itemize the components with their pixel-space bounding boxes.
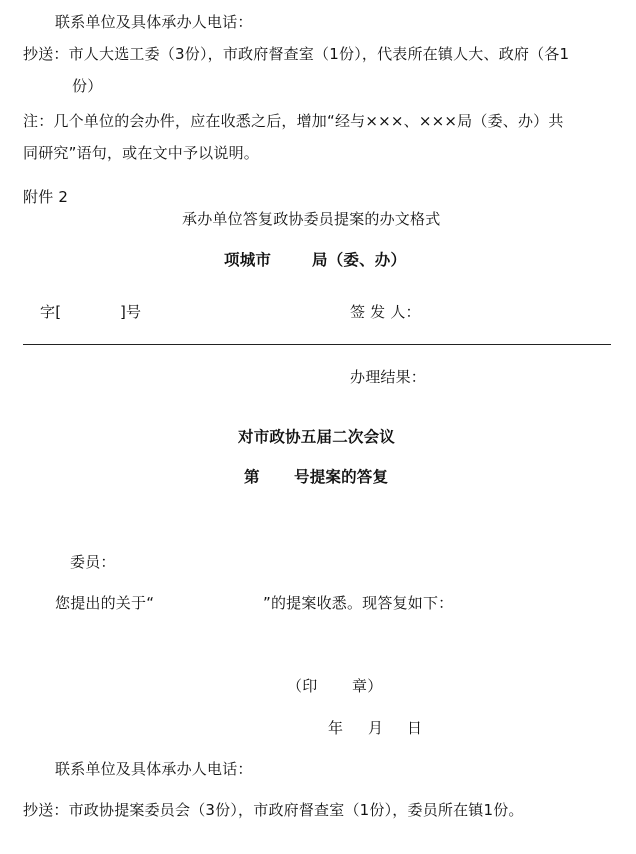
signer-label: 签 发 人： xyxy=(350,303,421,321)
date-year: 年 xyxy=(328,719,344,737)
reply-title-number-prefix: 第 xyxy=(244,468,260,486)
note-line2: 同研究”语句，或在文中予以说明。 xyxy=(23,144,259,162)
contact-line-top: 联系单位及具体承办人电话： xyxy=(55,13,253,31)
doc-number-prefix: 字[ xyxy=(40,303,62,321)
note-line1: 注：几个单位的会办件，应在收悉之后，增加“经与×××、×××局（委、办）共 xyxy=(23,112,564,130)
date-day: 日 xyxy=(407,719,423,737)
reply-title-line1: 对市政协五届二次会议 xyxy=(238,428,396,446)
date-month: 月 xyxy=(368,719,384,737)
salutation: 委员： xyxy=(70,553,116,571)
result-label: 办理结果： xyxy=(350,368,427,386)
reply-title-number-suffix: 号提案的答复 xyxy=(294,468,389,486)
body-close: ”的提案收悉。现答复如下： xyxy=(263,594,454,612)
contact-line-bottom: 联系单位及具体承办人电话： xyxy=(55,760,253,778)
attachment-title: 承办单位答复政协委员提案的办文格式 xyxy=(182,210,441,228)
seal-right: 章） xyxy=(352,677,383,695)
seal-left: （印 xyxy=(287,677,318,695)
cc-top-line1: 抄送：市人大选工委（3份），市政府督查室（1份），代表所在镇人大、政府（各1 xyxy=(23,45,570,63)
cc-top-line2: 份） xyxy=(72,77,103,95)
body-open: 您提出的关于“ xyxy=(55,594,155,612)
issuer-city: 项城市 xyxy=(224,251,272,269)
header-divider xyxy=(23,344,611,345)
cc-bottom: 抄送：市政协提案委员会（3份），市政府督查室（1份），委员所在镇1份。 xyxy=(23,801,524,819)
doc-number-suffix: ]号 xyxy=(120,303,142,321)
issuer-bureau: 局（委、办） xyxy=(312,251,407,269)
attachment-label: 附件 2 xyxy=(23,188,69,206)
